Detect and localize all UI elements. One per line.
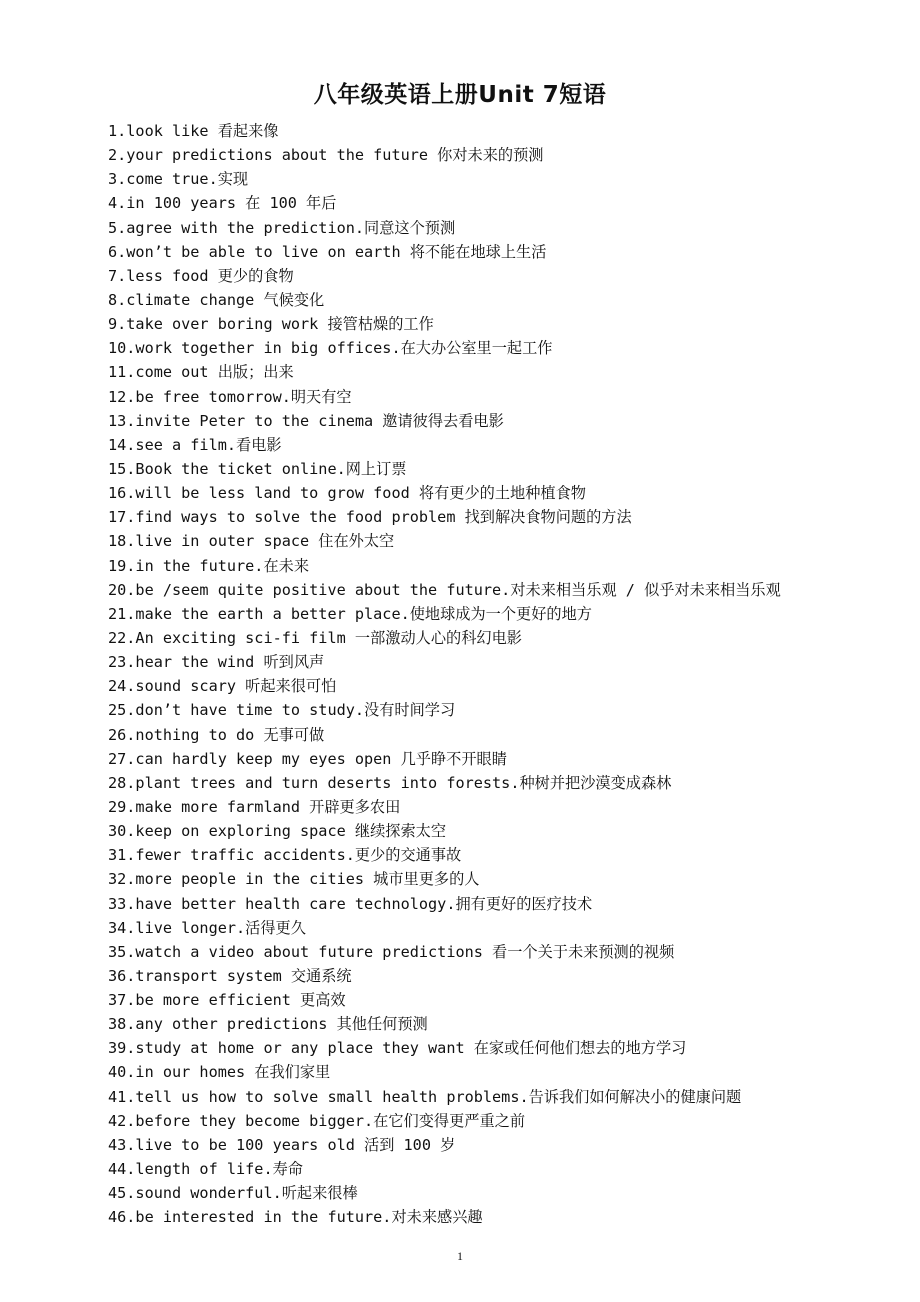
list-item: 35.watch a video about future predictions 看一个关于未来预测的视频 xyxy=(108,942,675,961)
list-item: 24.sound scary 听起来很可怕 xyxy=(108,677,337,696)
list-item: 23.hear the wind 听到风声 xyxy=(108,653,325,672)
list-item: 32.more people in the cities 城市里更多的人 xyxy=(108,870,480,889)
list-item: 20.be /seem quite positive about the future.对未来相当乐观 / 似乎对未来相当乐观 xyxy=(108,580,781,599)
list-item: 19.in the future.在未来 xyxy=(108,556,310,575)
list-item: 6.won’t be able to live on earth 将不能在地球上生活 xyxy=(108,242,547,261)
list-item: 29.make more farmland 开辟更多农田 xyxy=(108,797,401,816)
list-item: 22.An exciting sci-fi film 一部激动人心的科幻电影 xyxy=(108,628,522,647)
list-item: 30.keep on exploring space 继续探索太空 xyxy=(108,822,447,841)
list-item: 5.agree with the prediction.同意这个预测 xyxy=(108,218,456,237)
list-item: 13.invite Peter to the cinema 邀请彼得去看电影 xyxy=(108,411,504,430)
phrase-list xyxy=(108,119,908,1229)
list-item: 44.length of life.寿命 xyxy=(108,1160,303,1179)
list-item: 40.in our homes 在我们家里 xyxy=(108,1063,331,1082)
list-item: 25.don’t have time to study.没有时间学习 xyxy=(108,701,456,720)
list-item: 15.Book the ticket online.网上订票 xyxy=(108,459,407,478)
list-item: 4.in 100 years 在 100 年后 xyxy=(108,194,337,213)
list-item: 39.study at home or any place they want 在家或任何他们想去的地方学习 xyxy=(108,1039,687,1058)
list-item: 8.climate change 气候变化 xyxy=(108,290,325,309)
list-item: 7.less food 更少的食物 xyxy=(108,266,294,285)
list-item: 43.live to be 100 years old 活到 100 岁 xyxy=(108,1135,456,1154)
list-item: 2.your predictions about the future 你对未来的预测 xyxy=(108,146,544,165)
list-item: 34.live longer.活得更久 xyxy=(108,918,306,937)
list-item: 45.sound wonderful.听起来很棒 xyxy=(108,1184,358,1203)
page-title: 八年级英语上册Unit 7短语 xyxy=(313,82,607,108)
list-item: 26.nothing to do 无事可做 xyxy=(108,725,325,744)
list-item: 28.plant trees and turn deserts into forests.种树并把沙漠变成森林 xyxy=(108,773,672,792)
list-item: 1.look like 看起来像 xyxy=(108,122,279,140)
list-item: 10.work together in big offices.在大办公室里一起工作 xyxy=(108,339,553,358)
list-item: 38.any other predictions 其他任何预测 xyxy=(108,1015,428,1034)
list-item: 16.will be less land to grow food 将有更少的土地种植食物 xyxy=(108,484,586,503)
list-item: 11.come out 出版；出来 xyxy=(108,363,294,382)
list-item: 21.make the earth a better place.使地球成为一个更好的地方 xyxy=(108,604,592,623)
list-item: 14.see a film.看电影 xyxy=(108,435,282,454)
list-item: 37.be more efficient 更高效 xyxy=(108,991,346,1010)
list-item: 12.be free tomorrow.明天有空 xyxy=(108,387,352,406)
page-number: 1 xyxy=(457,1249,463,1263)
list-item: 33.have better health care technology.拥有更好的医疗技术 xyxy=(108,894,593,913)
list-item: 27.can hardly keep my eyes open 几乎睁不开眼睛 xyxy=(108,749,507,768)
list-item: 31.fewer traffic accidents.更少的交通事故 xyxy=(108,846,462,865)
list-item: 18.live in outer space 住在外太空 xyxy=(108,532,395,551)
list-item: 9.take over boring work 接管枯燥的工作 xyxy=(108,315,434,334)
list-item: 36.transport system 交通系统 xyxy=(108,966,352,985)
list-item: 42.before they become bigger.在它们变得更严重之前 xyxy=(108,1111,526,1130)
list-item: 41.tell us how to solve small health problems.告诉我们如何解决小的健康问题 xyxy=(108,1087,742,1106)
list-item: 46.be interested in the future.对未来感兴趣 xyxy=(108,1208,483,1227)
list-item: 3.come true.实现 xyxy=(108,170,249,189)
list-item: 17.find ways to solve the food problem 找到解决食物问题的方法 xyxy=(108,508,632,527)
